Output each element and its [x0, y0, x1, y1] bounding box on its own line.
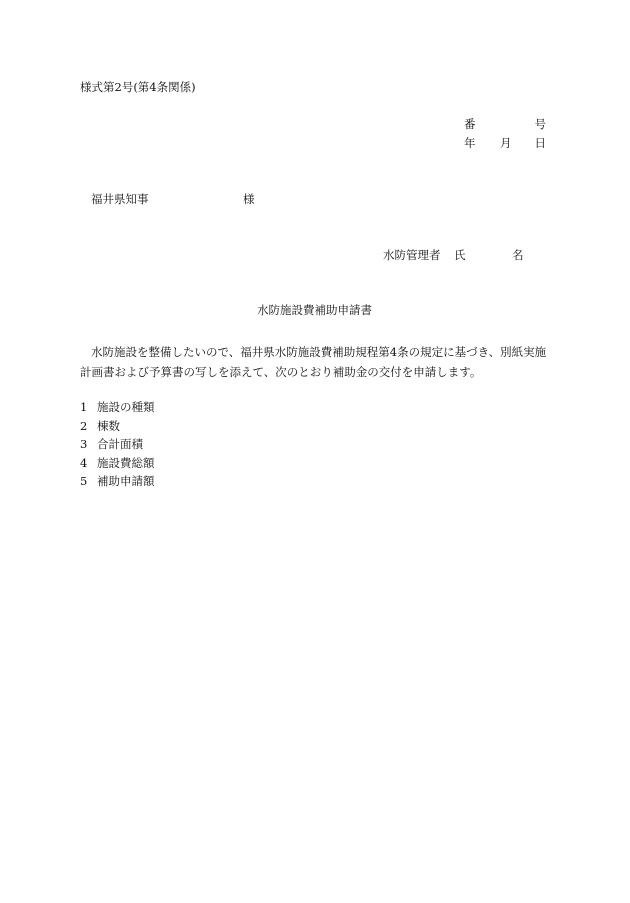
- item-label: 合計面積: [97, 437, 143, 451]
- list-item: [80, 417, 155, 436]
- item-number: 1: [80, 400, 88, 414]
- name-label-mei: 名: [512, 248, 524, 262]
- item-label: 施設費総額: [97, 455, 155, 470]
- applicant-line: [383, 248, 524, 262]
- day-label: 日: [534, 136, 546, 150]
- document-number-line: [464, 119, 546, 133]
- addressee-honorific: 様: [243, 192, 255, 206]
- list-item: [80, 435, 155, 454]
- body-paragraph: [80, 342, 550, 382]
- item-number: 4: [80, 455, 88, 470]
- items-list: [80, 398, 155, 491]
- form-number: 様式第2号(第4条関係): [80, 80, 196, 94]
- year-label: 年: [464, 136, 476, 150]
- item-label: 棟数: [97, 418, 120, 433]
- item-number: 2: [80, 418, 88, 433]
- number-label-go: 号: [534, 117, 546, 131]
- document-title: 水防施設費補助申請書: [257, 303, 372, 317]
- body-line-2: 計画書および予算書の写しを添えて、次のとおり補助金の交付を申請します。: [80, 365, 482, 379]
- item-number: 3: [80, 437, 88, 451]
- list-item: [80, 454, 155, 473]
- list-item: [80, 472, 155, 491]
- date-line: [464, 138, 546, 152]
- addressee-name: 福井県知事: [91, 192, 149, 206]
- item-label: 施設の種類: [97, 400, 155, 414]
- list-item: [80, 398, 155, 417]
- body-line-1: 水防施設を整備したいので、福井県水防施設費補助規程第4条の規定に基づき、別紙実施: [91, 345, 547, 359]
- item-number: 5: [80, 474, 88, 488]
- item-label: 補助申請額: [97, 474, 155, 488]
- name-label-shi: 氏: [454, 248, 466, 262]
- applicant-title: 水防管理者: [383, 248, 441, 262]
- number-label-ban: 番: [464, 117, 476, 131]
- month-label: 月: [500, 136, 512, 150]
